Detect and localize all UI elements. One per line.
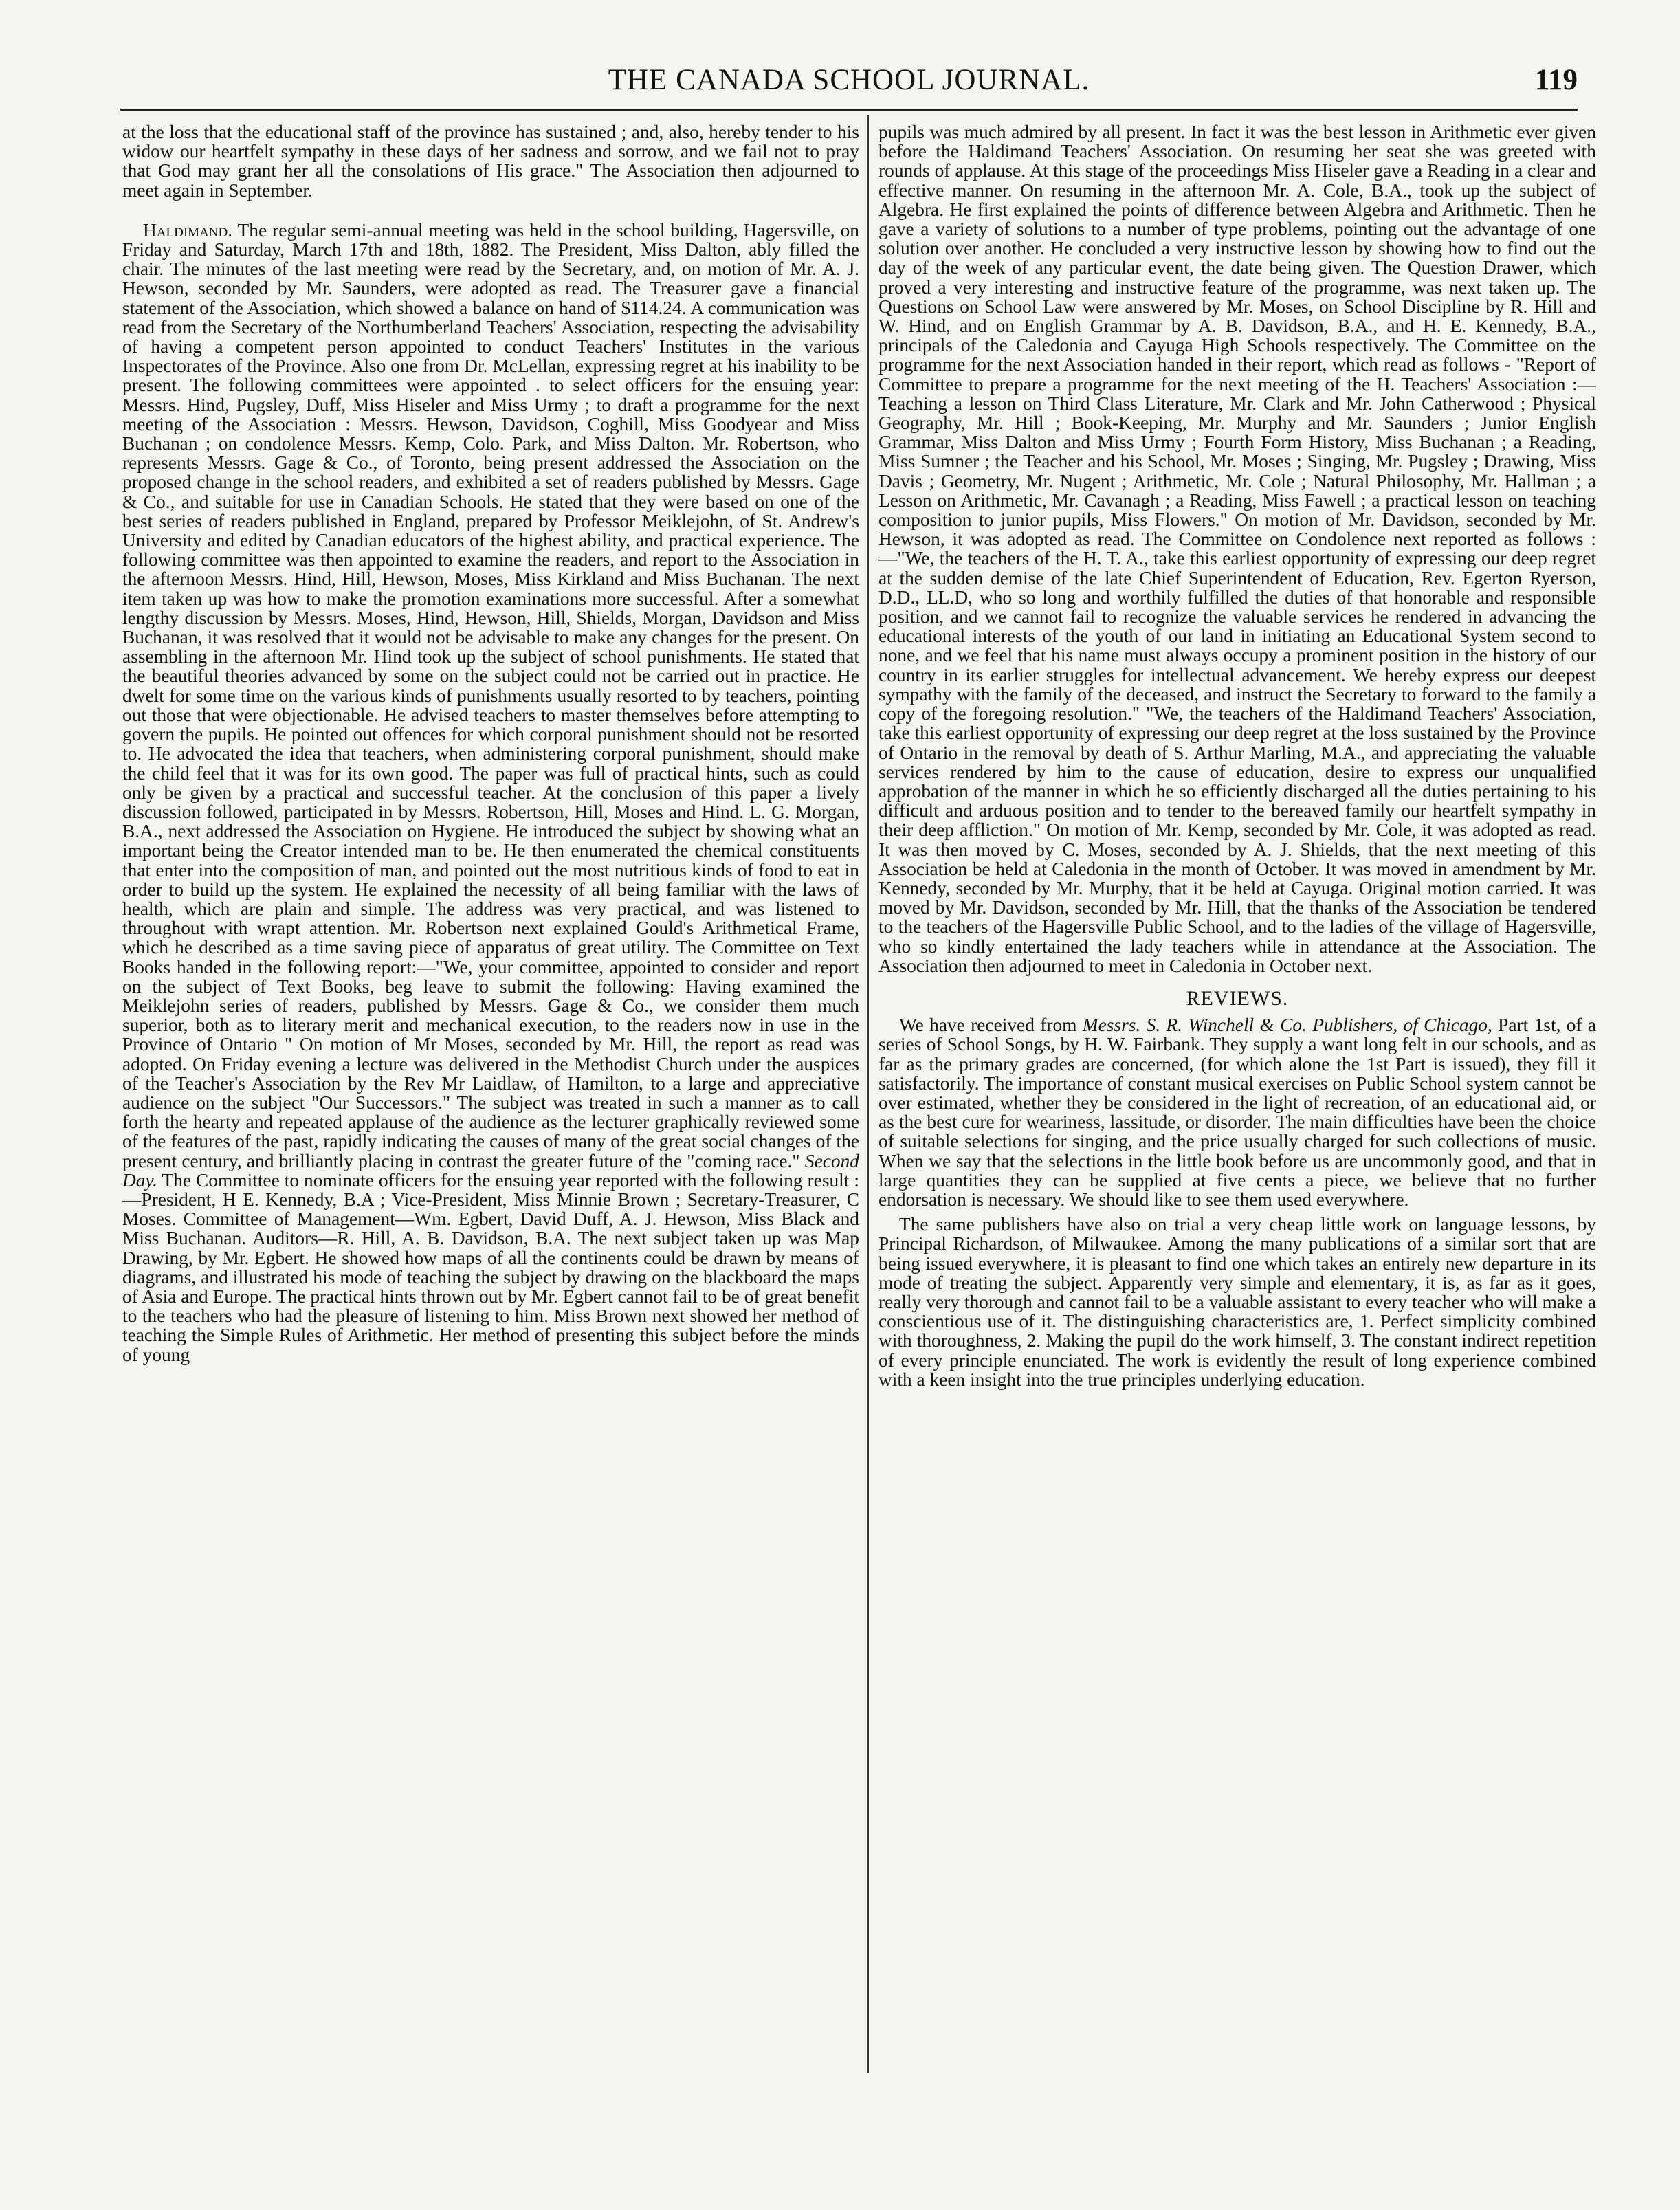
haldimand-body: The regular semi-annual meeting was held in the school building, Hagersville, on Friday and Saturday, March 17th and 18th, 1882. The President, Miss Dalton, ably filled the chair. The minutes of the last meeting were read by the Secretary, and, on motion of Mr. A. J. Hewson, seconded by Mr. Saunders, were adopted as read. The Treasurer gave a financial statement of the Association, which showed a balance on hand of $114.24. A communication was read from the Secretary of the Northumberland Teachers' Association, respecting the advisability of having a competent person appointed to conduct Teachers' Institutes in the various Inspectorates of the Province. Also one from Dr. McLellan, expressing regret at his inability to be present. The following committees were appointed . to select officers for the ensuing year: Messrs. Hind, Pugsley, Duff, Miss Hiseler and Miss Urmy ; to draft a programme for the next meeting of the Association : Messrs. Hewson, Davidson, Coghill, Miss Goodyear and Miss Buchanan ; on condolence Messrs. Kemp, Colo. Park, and Miss Dalton. Mr. Robertson, who represents Messrs. Gage & Co., of Toronto, being present addressed the Association on the proposed change in the school readers, and exhibited a set of readers published by Messrs. Gage & Co., and suitable for use in Canadian Schools. He stated that they were based on one of the best series of readers published in England, prepared by Professor Meiklejohn, of St. Andrew's University and edited by Canadian educators of the highest ability, and practical experience. The following committee was then appointed to examine the readers, and report to the Association in the afternoon Messrs. Hind, Hill, Hewson, Moses, Miss Kirkland and Miss Buchanan. The next item taken up was how to make the promotion examinations more successful. After a somewhat lengthy discussion by Messrs. Moses, Hind, Hewson, Hill, Shields, Morgan, Davidson and Miss Buchanan, it was resolved that it would not be advisable to make any changes for the present. On assembling in the afternoon Mr. Hind took up the subject of school punishments. He stated that the beautiful theories advanced by some on the subject could not be carried out in practice. He dwelt for some time on the various kinds of punishments usually resorted to by teachers, pointing out those that were objectionable. He advised teachers to master themselves before attempting to govern the pupils. He pointed out offences for which corporal punishment should not be resorted to. He advocated the idea that teachers, when administering corporal punishment, should make the child feel that it was for its own good. The paper was full of practical hints, such as could only be given by a practical and successful teacher. At the conclusion of this paper a lively discussion followed, participated in by Messrs. Robertson, Hill, Moses and Hind. L. G. Morgan, B.A., next addressed the Association on Hygiene. He introduced the subject by showing what an important being the Creator intended man to be. He then enumerated the chemical constituents that enter into the composition of man, and pointed out the most nutritious kinds of food to eat in order to build up the system. He explained the necessity of all being familiar with the laws of health, which are plain and simple. The address was very practical, and was listened to throughout with wrapt attention. Mr. Robertson next explained Gould's Arithmetical Frame, which he described as a time saving piece of apparatus of great utility. The Committee on Text Books handed in the following report:—"We, your committee, appointed to consider and report on the subject of Text Books, beg leave to submit the following: Having examined the Meiklejohn series of readers, published by Messrs. Gage & Co., we consider them much superior, both as to literary merit and mechanical execution, to the readers now in use in the Province of Ontario " On motion of Mr Moses, seconded by Mr. Hill, the report as read was adopted. On Friday evening a lecture was delivered in the Methodist Church under the auspices of the Teacher's Association by the Rev Mr Laidlaw, of Hamilton, to a large and appreciative audience on the subject "Our Successors." The subject was treated in such a manner as to call forth the hearty and repeated applause of the audience as the lecturer graphically reviewed some of the features of the past, rapidly indicating the causes of many of the great social changes of the present century, and brilliantly placing in contrast the greater future of the "coming race." xyxy=(122,219,859,1171)
page-number: 119 xyxy=(1534,64,1578,96)
right-column xyxy=(878,122,1596,2097)
haldimand-report-continued: pupils was much admired by all present. In fact it was the best lesson in Arithmetic ever given before the Haldimand Teachers' Association. On resuming her seat she was greeted with rounds of applause. At this stage of the proceedings Miss Hiseler gave a Reading in a clear and effective manner. On resuming in the afternoon Mr. A. Cole, B.A., took up the subject of Algebra. He first explained the points of difference between Algebra and Arithmetic. Then he gave a variety of solutions to a number of type problems, pointing out the advantage of one solution over another. He concluded a very instructive lesson by showing how to find out the day of the week of any particular event, the date being given. The Question Drawer, which proved a very interesting and instructive feature of the programme, was next taken up. The Questions on School Law were answered by Mr. Moses, on School Discipline by R. Hill and W. Hind, and on English Grammar by A. B. Davidson, B.A., and H. E. Kennedy, B.A., principals of the Caledonia and Cayuga High Schools respectively. The Committee on the programme for the next Association handed in their report, which read as follows - "Report of Committee to prepare a programme for the next meeting of the H. Teachers' Association :—Teaching a lesson on Third Class Literature, Mr. Clark and Mr. John Catherwood ; Physical Geography, Mr. Hill ; Book-Keeping, Mr. Murphy and Mr. Saunders ; Junior English Grammar, Miss Dalton and Miss Urmy ; Fourth Form History, Miss Buchanan ; a Reading, Miss Sumner ; the Teacher and his School, Mr. Moses ; Singing, Mr. Pugsley ; Drawing, Miss Davis ; Geometry, Mr. Nugent ; Arithmetic, Mr. Cole ; Natural Philosophy, Mr. Hallman ; a Lesson on Arithmetic, Mr. Cavanagh ; a Reading, Miss Fawell ; a practical lesson on teaching composition to junior pupils, Miss Flowers." On motion of Mr. Davidson, seconded by Mr. Hewson, it was adopted as read. The Committee on Condolence next reported as follows :—"We, the teachers of the H. T. A., take this earliest opportunity of expressing our deep regret at the sudden demise of the late Chief Superintendent of Education, Rev. Egerton Ryerson, D.D., LL.D, who so long and worthily fulfilled the duties of that honorable and responsible position, and we cannot fail to recognize the valuable services he rendered in advancing the educational interests of the youth of our land in initiating an Educational System second to none, and we feel that his name must always occupy a prominent position in the history of our country in its earlier struggles for intellectual advancement. We hereby express our deepest sympathy with the family of the deceased, and instruct the Secretary to forward to the family a copy of the foregoing resolution." "We, the teachers of the Haldimand Teachers' Association, take this earliest opportunity of expressing our deep regret at the loss sustained by the Province of Ontario in the removal by death of S. Arthur Marling, M.A., and appreciating the valuable services rendered by him to the cause of education, desire to express our unqualified approbation of the manner in which he so efficiently discharged all the duties pertaining to his difficult and arduous position and to tender to the bereaved family our heartfelt sympathy in their deep affliction." On motion of Mr. Kemp, seconded by Mr. Cole, it was adopted as read. It was then moved by C. Moses, seconded by A. J. Shields, that the next meeting of this Association be held at Caledonia in the month of October. It was moved in amendment by Mr. Kennedy, seconded by Mr. Murphy, that it be held at Cayuga. Original motion carried. It was moved by Mr. Davidson, seconded by Mr. Hill, that the thanks of the Association be tendered to the teachers of the Hagersville Public School, and to the ladies of the village of Hagersville, who so kindly entertained the lady teachers while in attendance at the Association. The Association then adjourned to meet in Caledonia in October next. xyxy=(878,122,1596,976)
haldimand-lead: Haldimand. xyxy=(143,219,233,241)
page-header xyxy=(120,63,1578,104)
review-1-intro: We have received from xyxy=(899,1015,1077,1036)
condolence-continuation: at the loss that the educational staff of the province has sustained ; and, also, hereby tender to his widow our heartfelt sympathy in these days of her sadness and sorrow, and we fail not to pray that God may grant her all the consolations of His grace." The Association then adjourned to meet again in September. xyxy=(122,122,859,201)
header-rule xyxy=(120,109,1578,111)
review-1-publisher: Messrs. S. R. Winchell & Co. Publishers, of Chicago, xyxy=(1082,1015,1492,1036)
second-day-label: Second Day. xyxy=(122,1150,859,1191)
column-divider xyxy=(867,115,869,2073)
review-school-songs xyxy=(878,1015,1596,1209)
haldimand-report xyxy=(122,221,859,1364)
review-language-lessons: The same publishers have also on trial a very cheap little work on language lessons, by Principal Richardson, of Milwaukee. Among the many publications of a similar sort that are being issued everywhere, it is pleasant to find one which takes an entirely new departure in its mode of treating the subject. Apparently very simple and elementary, it is, as far as it goes, really very thorough and cannot fail to be a valuable assistant to every teacher who will make a conscientious use of it. The distinguishing characteristics are, 1. Perfect simplicity combined with thoroughness, 2. Making the pupil do the work himself, 3. The constant indirect repetition of every principle enunciated. The work is evidently the result of long experience combined with a keen insight into the true principles underlying education. xyxy=(878,1214,1596,1390)
reviews-heading: REVIEWS. xyxy=(1186,986,1289,1010)
review-1-body: Part 1st, of a series of School Songs, by H. W. Fairbank. They supply a want long felt in our schools, and as far as the primary grades are concerned, (for which alone the 1st Part is issued), they fill it satisfactorily. The importance of constant musical exercises on Public School system cannot be over estimated, whether they be considered in the light of recreation, of an educational aid, or as the best cure for weariness, lassitude, or disorder. The main difficulties have been the choice of suitable selections for singing, and the price usually charged for such collections of music. When we say that the selections in the little book before us are uncommonly good, and that in large quantities they can be supplied at five cents a piece, we believe that no further endorsation is necessary. We should like to see them used everywhere. xyxy=(878,1015,1596,1210)
left-column xyxy=(122,122,859,2097)
haldimand-body-continued: The Committee to nominate officers for the ensuing year reported with the following result :—President, H E. Kennedy, B.A ; Vice-President, Miss Minnie Brown ; Secretary-Treasurer, C Moses. Committee of Management—Wm. Egbert, David Duff, A. J. Hewson, Miss Black and Miss Buchanan. Auditors—R. Hill, A. B. Davidson, B.A. The next subject taken up was Map Drawing, by Mr. Egbert. He showed how maps of all the continents could be drawn by means of diagrams, and illustrated his mode of teaching the subject by drawing on the blackboard the maps of Asia and Europe. The practical hints thrown out by Mr. Egbert cannot fail to be of great benefit to the teachers who had the pleasure of listening to him. Miss Brown next showed her method of teaching the Simple Rules of Arithmetic. Her method of presenting this subject before the minds of young xyxy=(122,1169,859,1365)
running-title: THE CANADA SCHOOL JOURNAL. xyxy=(608,64,1090,96)
